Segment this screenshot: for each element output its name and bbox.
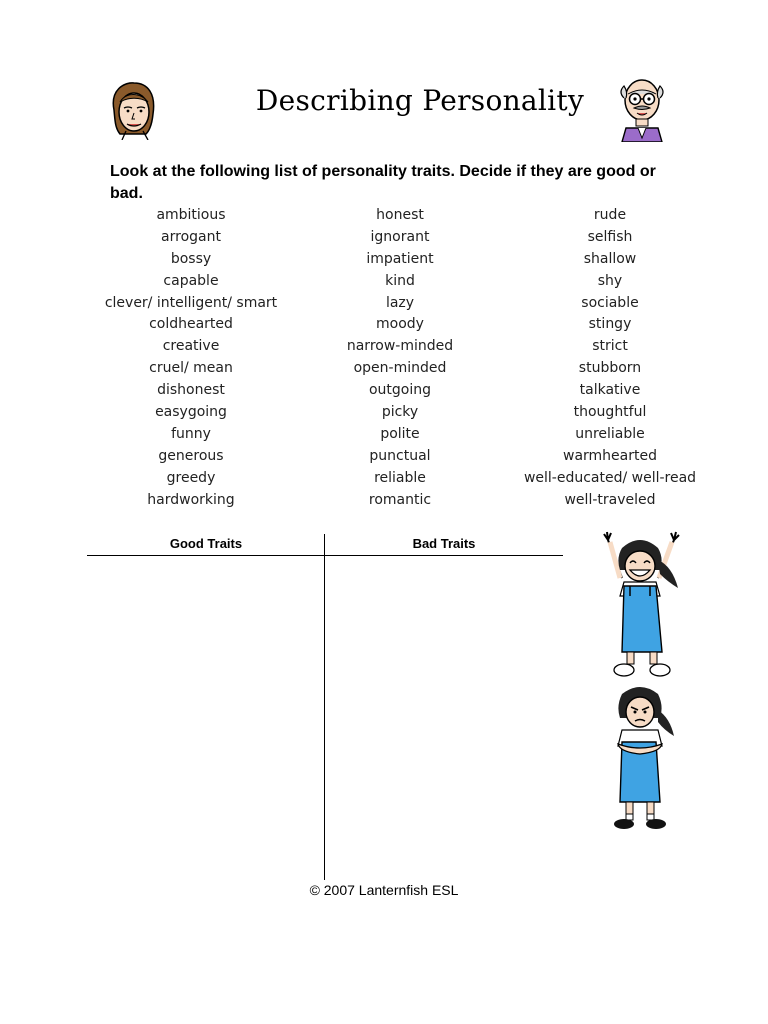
trait-word: warmhearted — [563, 447, 657, 464]
trait-word: rude — [593, 207, 627, 223]
trait-word: kind — [385, 272, 415, 289]
trait-word: ignorant — [370, 228, 430, 245]
woman-face-icon — [106, 80, 160, 140]
trait-word: polite — [380, 425, 420, 442]
trait-word: shallow — [583, 250, 637, 267]
trait-word: romantic — [368, 491, 432, 508]
trait-word: open-minded — [353, 360, 447, 377]
copyright-text: © 2007 Lanternfish ESL — [309, 882, 459, 898]
trait-word: capable — [163, 272, 219, 289]
trait-word: coldhearted — [149, 316, 233, 333]
trait-column-1 — [86, 205, 296, 511]
trait-word: creative — [162, 338, 220, 355]
trait-word: stubborn — [578, 360, 642, 377]
trait-word: talkative — [579, 382, 641, 399]
trait-word: moody — [376, 316, 424, 333]
trait-word: well-traveled — [564, 491, 656, 508]
trait-word: stingy — [588, 316, 632, 333]
trait-word: selfish — [587, 228, 633, 245]
old-man-face-icon — [612, 72, 672, 142]
trait-word: well-educated/ well-read — [523, 469, 697, 486]
instructions-text: Look at the following list of personality traits. Decide if they are good or bad. — [110, 163, 656, 202]
trait-word: shy — [597, 272, 623, 289]
trait-word: bossy — [170, 250, 212, 267]
trait-word: clever/ intelligent/ smart — [104, 294, 278, 311]
trait-word: easygoing — [155, 404, 227, 421]
angry-girl-icon — [604, 682, 680, 832]
trait-word: punctual — [369, 447, 431, 464]
trait-word: arrogant — [161, 228, 221, 245]
trait-word: honest — [376, 207, 424, 223]
good-traits-heading: Good Traits — [169, 536, 243, 551]
trait-word: sociable — [581, 294, 639, 311]
trait-word: unreliable — [575, 425, 645, 442]
bad-traits-heading: Bad Traits — [412, 536, 476, 551]
trait-column-3 — [505, 205, 715, 511]
trait-word: greedy — [166, 469, 216, 486]
trait-word: cruel/ mean — [149, 360, 233, 377]
trait-word: reliable — [374, 469, 426, 486]
trait-word: thoughtful — [573, 404, 647, 421]
trait-word: outgoing — [368, 382, 432, 399]
trait-word: impatient — [366, 250, 434, 267]
page-title: Describing Personality — [255, 84, 585, 117]
trait-column-2 — [300, 205, 500, 511]
trait-word: funny — [171, 425, 211, 442]
tchart-horizontal-line — [87, 555, 563, 556]
trait-word: generous — [158, 447, 224, 464]
trait-word: picky — [381, 404, 419, 421]
trait-word: ambitious — [156, 207, 226, 223]
trait-word: strict — [592, 338, 628, 355]
happy-girl-icon — [596, 530, 686, 680]
trait-word: dishonest — [157, 382, 225, 399]
trait-word: lazy — [385, 294, 415, 311]
tchart-vertical-line — [324, 534, 325, 880]
trait-word: narrow-minded — [346, 338, 454, 355]
trait-word: hardworking — [147, 491, 235, 508]
